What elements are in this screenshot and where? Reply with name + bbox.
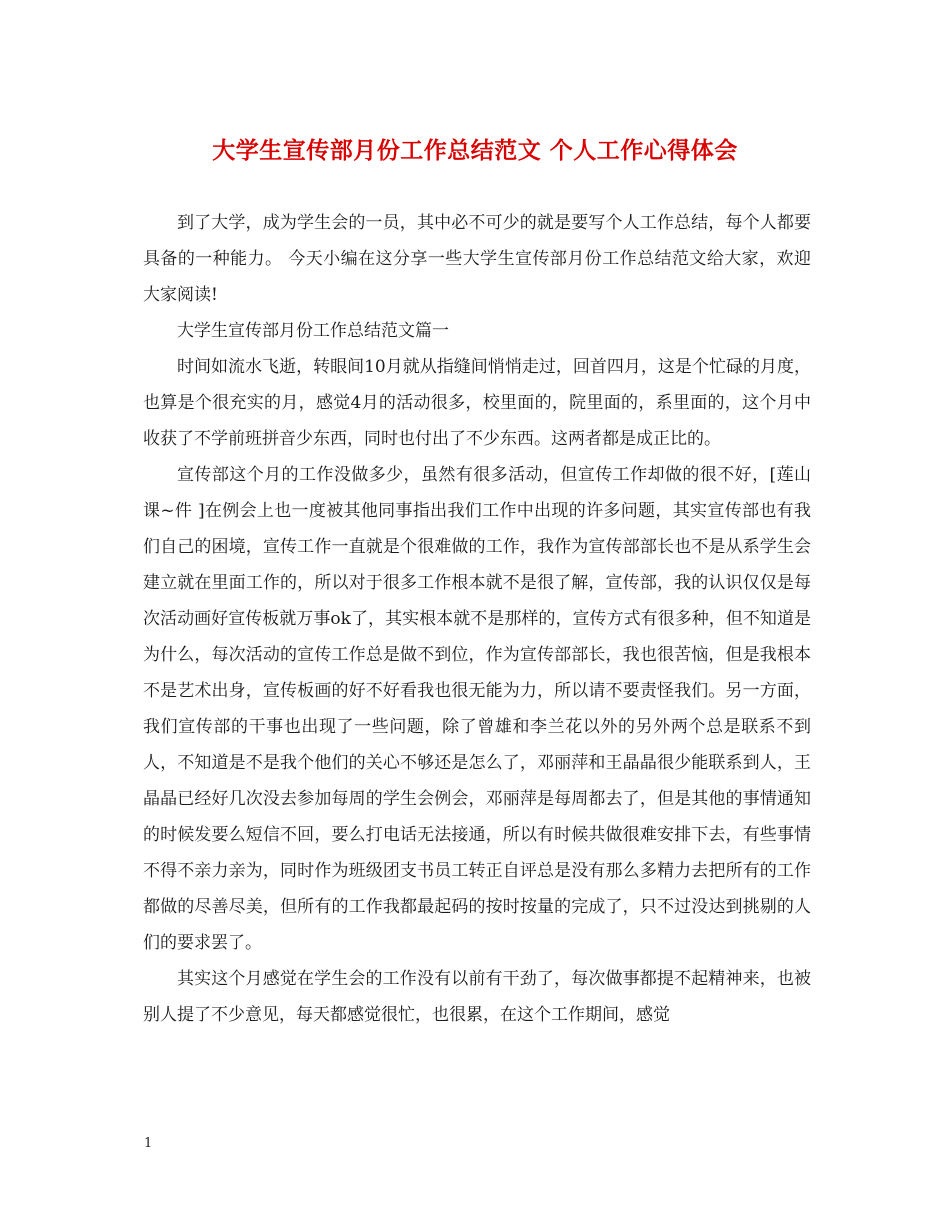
body-paragraph: 其实这个月感觉在学生会的工作没有以前有干劲了，每次做事都提不起精神来，也被别人提了不少意见，每天都感觉很忙，也很累，在这个工作期间，感觉 [143, 969, 811, 1025]
body-paragraph: 时间如流水飞逝，转眼间10月就从指缝间悄悄走过，回首四月，这是个忙碌的月度，也算是个很充实的月，感觉4月的活动很多，校里面的，院里面的，系里面的，这个月中收获了不学前班拼音少东西，同时也付出了不少东西。这两者都是成正比的。 [143, 357, 811, 449]
document-body [143, 205, 811, 1033]
page-number: 1 [144, 1136, 153, 1151]
intro-paragraph: 到了大学，成为学生会的一员，其中必不可少的就是要写个人工作总结，每个人都要具备的一种能力。 今天小编在这分享一些大学生宣传部月份工作总结范文给大家，欢迎大家阅读! [143, 213, 811, 305]
section-heading: 大学生宣传部月份工作总结范文篇一 [177, 321, 449, 341]
body-paragraph: 宣传部这个月的工作没做多少，虽然有很多活动，但宣传工作却做的很不好，[莲山课~件 ]在例会上也一度被其他同事指出我们工作中出现的许多问题，其实宣传部也有我们自己的困境，宣传工作一直就是个很难做的工作，我作为宣传部部长也不是从系学生会建立就在里面工作的，所以对于很多工作根本就不是很了解，宣传部，我的认识仅仅是每次活动画好宣传板就万事ok了，其实根本就不是那样的，宣传方式有很多种，但不知道是为什么，每次活动的宣传工作总是做不到位，作为宣传部部长，我也很苦恼，但是我根本不是艺术出身，宣传板画的好不好看我也很无能为力，所以请不要责怪我们。另一方面，我们宣传部的干事也出现了一些问题，除了曾雄和李兰花以外的另外两个总是联系不到人，不知道是不是我个他们的关心不够还是怎么了，邓丽萍和王晶晶很少能联系到人，王晶晶已经好几次没去参加每周的学生会例会，邓丽萍是每周都去了，但是其他的事情通知的时候发要么短信不回，要么打电话无法接通，所以有时候共做很难安排下去，有些事情不得不亲力亲为，同时作为班级团支书员工转正自评总是没有那么多精力去把所有的工作都做的尽善尽美，但所有的工作我都最起码的按时按量的完成了，只不过没达到挑剔的人们的要求罢了。 [143, 465, 811, 953]
document-title: 大学生宣传部月份工作总结范文 个人工作心得体会 [212, 138, 738, 164]
